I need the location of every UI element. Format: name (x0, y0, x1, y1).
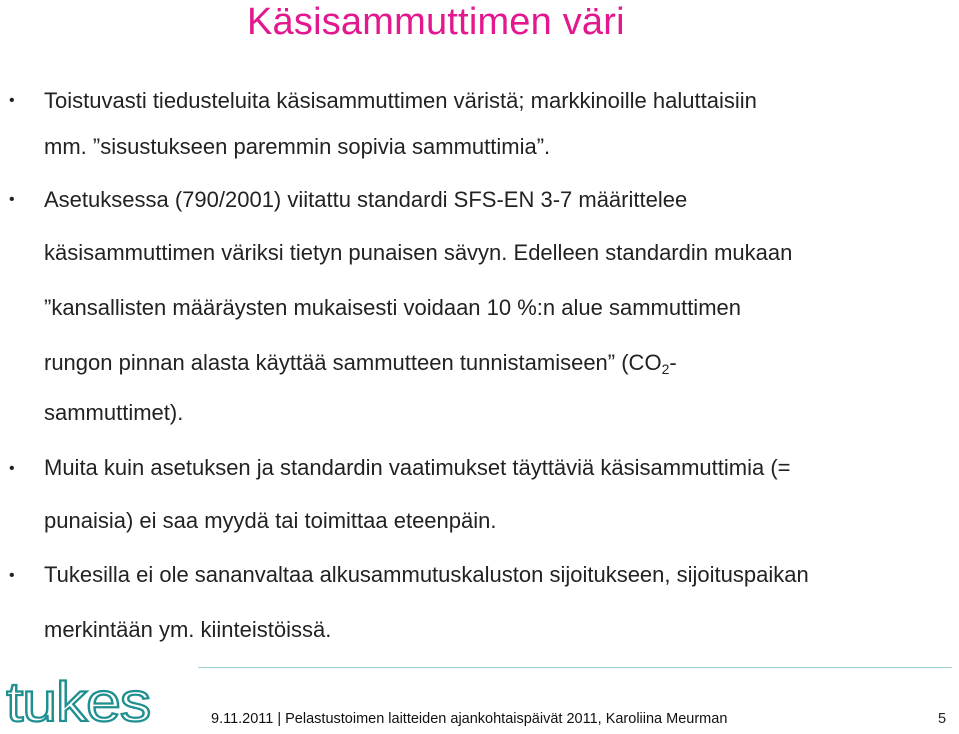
slide-title: Käsisammuttimen väri (247, 1, 625, 43)
co2-subscript: 2 (661, 361, 670, 377)
bullet-2-line-5: sammuttimet). (44, 400, 184, 425)
bullet-2-line-4-text: rungon pinnan alasta käyttää sammutteen tunnistamiseen” (CO (44, 350, 662, 375)
bullet-marker: • (9, 92, 15, 109)
bullet-3-line-1: Muita kuin asetuksen ja standardin vaatimukset täyttäviä käsisammuttimia (= (44, 455, 791, 480)
tukes-logo-text: tukes (6, 676, 150, 728)
footer-text (211, 711, 727, 727)
bullet-1-line-1: Toistuvasti tiedusteluita käsisammuttimen väristä; markkinoille haluttaisiin (44, 88, 757, 113)
bullet-4-line-1: Tukesilla ei ole sananvaltaa alkusammutuskaluston sijoitukseen, sijoituspaikan (44, 562, 809, 587)
bullet-marker: • (9, 191, 15, 208)
bullet-2-line-4 (44, 350, 677, 376)
footer-separator: | (277, 711, 282, 727)
bullet-2-line-4-dash: - (669, 350, 677, 375)
bullet-4-line-2: merkintään ym. kiinteistöissä. (44, 617, 332, 642)
bullet-2-line-1: Asetuksessa (790/2001) viitattu standardi SFS-EN 3-7 määrittelee (44, 187, 688, 212)
bullet-2-line-2: käsisammuttimen väriksi tietyn punaisen sävyn. Edelleen standardin mukaan (44, 240, 793, 265)
page-number: 5 (938, 711, 947, 727)
tukes-logo (6, 676, 152, 728)
footer-date: 9.11.2011 (211, 711, 274, 727)
footer-divider (198, 667, 952, 668)
footer-event: Pelastustoimen laitteiden ajankohtaispäivät 2011, Karoliina Meurman (285, 711, 728, 727)
bullet-3-line-2: punaisia) ei saa myydä tai toimittaa eteenpäin. (44, 508, 497, 533)
bullet-2-line-3: ”kansallisten määräysten mukaisesti voidaan 10 %:n alue sammuttimen (44, 295, 741, 320)
bullet-1-line-2: mm. ”sisustukseen paremmin sopivia sammuttimia”. (44, 134, 551, 159)
bullet-marker: • (9, 460, 15, 477)
bullet-marker: • (9, 567, 15, 584)
